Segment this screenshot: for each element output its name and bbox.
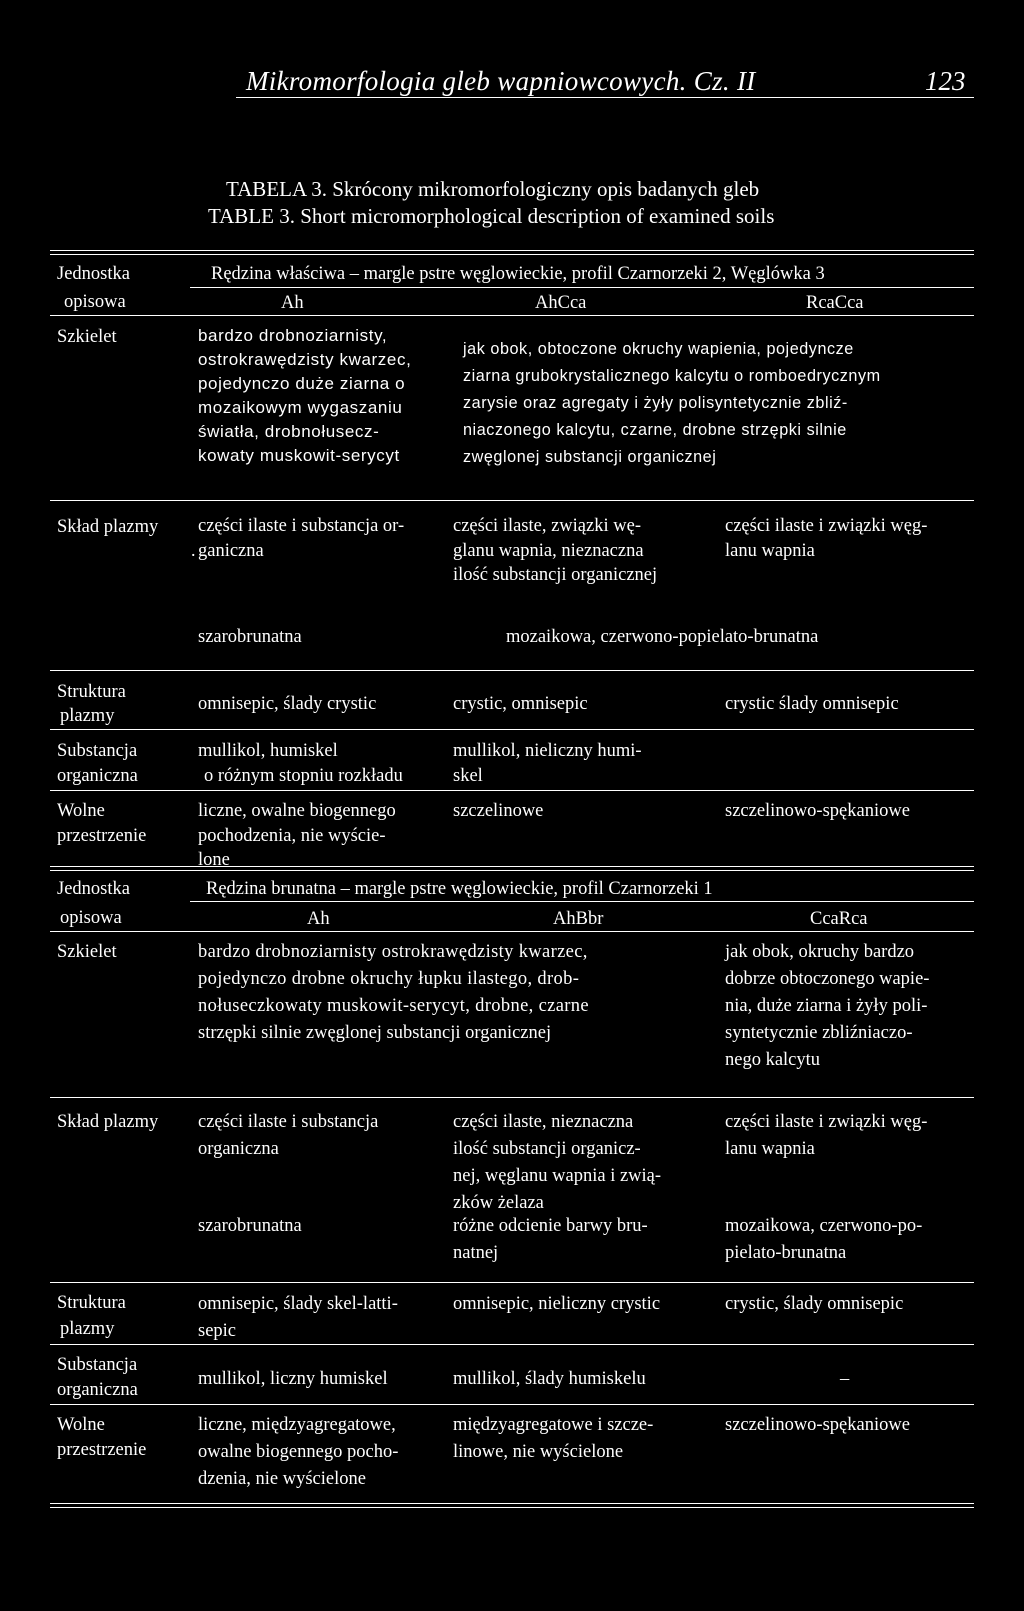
row-label-struktura-2: plazmy xyxy=(60,1319,115,1339)
text-line: natnej xyxy=(453,1243,499,1263)
table-caption-pl: TABELA 3. Skrócony mikromorfologiczny opis badanych gleb xyxy=(226,177,760,201)
row-label-substancja: Substancja xyxy=(57,741,138,761)
horizon-rcacca-1: RcaCca xyxy=(806,293,864,313)
szkielet-ah-cell xyxy=(198,324,411,468)
row-label-substancja: Substancja xyxy=(57,1355,138,1375)
text-line: części ilaste i związki węg- xyxy=(725,1112,928,1132)
text-line: różne odcienie barwy bru- xyxy=(453,1216,648,1236)
row-rule xyxy=(50,1097,974,1098)
text-line: mullikol, humiskel xyxy=(198,741,338,761)
text-line: syntetycznie zbliźniaczo- xyxy=(725,1023,913,1043)
row-rule xyxy=(50,729,974,730)
horizon-rule-1 xyxy=(50,315,974,316)
text-line: pochodzenia, nie wyście- xyxy=(198,825,386,846)
sklad-ahbbr-cell xyxy=(453,1109,661,1217)
text-line: dobrze obtoczonego wapie- xyxy=(725,969,930,989)
substancja-ah-cell xyxy=(198,739,403,788)
struktura-ahcca: crystic, omnisepic xyxy=(453,694,588,714)
text-line: nej, węglanu wapnia i zwią- xyxy=(453,1166,662,1186)
text-line: lanu wapnia xyxy=(725,540,815,561)
unit-label-line2: opisowa xyxy=(60,908,122,928)
szkielet-rest-cell xyxy=(463,336,881,471)
wolne-rcacca: szczelinowo-spękaniowe xyxy=(725,801,910,821)
section-rule-2 xyxy=(50,870,974,871)
text-line: części ilaste i substancja or- xyxy=(198,516,405,536)
sklad-color-ah: szarobrunatna xyxy=(198,1216,302,1236)
text-line: zków żelaza xyxy=(453,1193,544,1213)
row-label-struktura-2: plazmy xyxy=(60,706,115,726)
row-rule xyxy=(50,500,974,501)
soil-title-2: Rędzina brunatna – margle pstre węglowieckie, profil Czarnorzeki 1 xyxy=(206,879,713,899)
row-rule xyxy=(50,1282,974,1283)
text-line: organiczna xyxy=(198,1139,279,1159)
text-line: owalne biogennego pocho- xyxy=(198,1442,399,1462)
substancja-ahbbr: mullikol, ślady humiskelu xyxy=(453,1369,646,1389)
text-line: lanu wapnia xyxy=(725,1139,815,1159)
text-line: glanu wapnia, nieznaczna xyxy=(453,540,644,561)
text-line: nołuseczkowaty muskowit-serycyt, drobne, czarne xyxy=(198,996,589,1016)
wolne-ahbbr-cell xyxy=(453,1412,653,1466)
table-top-rule xyxy=(50,250,974,251)
unit-label-line2: opisowa xyxy=(64,292,126,312)
text-line: pojedynczo duże ziarna o xyxy=(198,374,406,393)
row-label-wolne: Wolne xyxy=(57,801,105,821)
struktura-ahbbr: omnisepic, nieliczny crystic xyxy=(453,1294,661,1314)
text-line: niaczonego kalcytu, czarne, drobne strzępki silnie xyxy=(463,421,847,439)
text-line: sepic xyxy=(198,1321,237,1341)
sklad-ah-cell xyxy=(198,1109,378,1163)
text-line: bardzo drobnoziarnisty, xyxy=(198,326,388,345)
horizon-ccarca-2: CcaRca xyxy=(810,909,868,929)
text-line: linowe, nie wyścielone xyxy=(453,1442,624,1462)
text-line: ilość substancji organicz- xyxy=(453,1139,641,1159)
text-line: ganiczna xyxy=(198,540,264,561)
sklad-color-ccarca xyxy=(725,1213,922,1267)
text-line: bardzo drobnoziarnisty ostrokrawędzisty kwarzec, xyxy=(198,942,588,962)
szkielet-ah-ahbbr-cell xyxy=(198,939,589,1047)
row-rule xyxy=(50,670,974,671)
table-caption-en: TABLE 3. Short micromorphological description of examined soils xyxy=(208,204,775,228)
sklad-color-ah: szarobrunatna xyxy=(198,627,302,647)
text-line: dzenia, nie wyścielone xyxy=(198,1469,366,1489)
text-line: nego kalcytu xyxy=(725,1050,821,1070)
horizon-ah-2: Ah xyxy=(307,909,330,929)
text-line: ilość substancji organicznej xyxy=(453,565,658,585)
text-line: lone xyxy=(198,850,230,870)
soil-title-rule-1 xyxy=(190,287,974,288)
text-line: jak obok, okruchy bardzo xyxy=(725,942,915,962)
table-top-rule-2 xyxy=(50,254,974,255)
sklad-color-ahbbr xyxy=(453,1213,648,1267)
sklad-color-rest: mozaikowa, czerwono-popielato-brunatna xyxy=(506,627,819,647)
row-rule xyxy=(50,1404,974,1405)
section-rule xyxy=(50,866,974,867)
table-bottom-rule-2 xyxy=(50,1507,974,1508)
stray-mark: . xyxy=(191,540,196,560)
text-line: strzępki silnie zwęglonej substancji organicznej xyxy=(198,1023,552,1043)
row-rule xyxy=(50,1344,974,1345)
wolne-ah-cell xyxy=(198,799,396,873)
text-line: ziarna grubokrystalicznego kalcytu o romboedrycznym xyxy=(463,367,881,385)
substancja-ah: mullikol, liczny humiskel xyxy=(198,1369,388,1389)
soil-title-rule-2 xyxy=(190,901,974,902)
row-label-substancja-2: organiczna xyxy=(57,766,138,786)
row-rule xyxy=(50,790,974,791)
unit-label-line1: Jednostka xyxy=(57,879,130,899)
horizon-rule-2 xyxy=(50,931,974,932)
row-label-sklad-plazmy: Skład plazmy xyxy=(57,1112,159,1132)
sklad-ccarca-cell xyxy=(725,1109,927,1163)
row-label-sklad-plazmy: Skład plazmy xyxy=(57,517,159,537)
horizon-ahcca-1: AhCca xyxy=(535,293,587,313)
wolne-ccarca: szczelinowo-spękaniowe xyxy=(725,1415,910,1435)
text-line: pojedynczo drobne okruchy łupku ilastego, drob- xyxy=(198,969,580,989)
text-line: kowaty muskowit-serycyt xyxy=(198,446,400,465)
substancja-ccarca: – xyxy=(840,1369,850,1389)
text-line: części ilaste i substancja xyxy=(198,1112,379,1132)
row-label-wolne: Wolne xyxy=(57,1415,105,1435)
text-line: zwęglonej substancji organicznej xyxy=(463,448,717,466)
table-bottom-rule xyxy=(50,1503,974,1504)
struktura-rcacca: crystic ślady omnisepic xyxy=(725,694,899,714)
horizon-ahbbr-2: AhBbr xyxy=(553,909,604,929)
substancja-ahcca-cell xyxy=(453,739,642,788)
row-label-struktura: Struktura xyxy=(57,682,126,702)
struktura-ah-cell xyxy=(198,1291,398,1345)
text-line: zarysie oraz agregaty i żyły polisyntetycznie zbliź- xyxy=(463,394,848,412)
soil-title-1: Rędzina właściwa – margle pstre węglowieckie, profil Czarnorzeki 2, Węglówka 3 xyxy=(211,264,825,284)
row-label-szkielet: Szkielet xyxy=(57,327,117,347)
text-line: mullikol, nieliczny humi- xyxy=(453,741,642,761)
text-line: pielato-brunatna xyxy=(725,1243,847,1263)
szkielet-ccarca-cell xyxy=(725,939,929,1074)
row-label-struktura: Struktura xyxy=(57,1293,126,1313)
wolne-ah-cell xyxy=(198,1412,398,1493)
text-line: liczne, międzyagregatowe, xyxy=(198,1415,396,1435)
sklad-rcacca-cell xyxy=(725,514,927,563)
text-line: części ilaste, związki wę- xyxy=(453,516,641,536)
sklad-ah-cell xyxy=(198,514,404,563)
row-label-wolne-2: przestrzenie xyxy=(57,826,147,846)
text-line: międzyagregatowe i szcze- xyxy=(453,1415,654,1435)
text-line: mozaikowym wygaszaniu xyxy=(198,398,403,417)
page-number: 123 xyxy=(925,66,966,96)
row-label-substancja-2: organiczna xyxy=(57,1380,138,1400)
text-line: omnisepic, ślady skel-latti- xyxy=(198,1294,398,1314)
text-line: części ilaste, nieznaczna xyxy=(453,1112,634,1132)
struktura-ah: omnisepic, ślady crystic xyxy=(198,694,377,714)
running-header-title: Mikromorfologia gleb wapniowcowych. Cz. II xyxy=(246,66,756,96)
unit-label-line1: Jednostka xyxy=(57,264,130,284)
sklad-ahcca-cell xyxy=(453,514,657,588)
text-line: liczne, owalne biogennego xyxy=(198,801,396,821)
row-label-wolne-2: przestrzenie xyxy=(57,1440,147,1460)
text-line: mozaikowa, czerwono-po- xyxy=(725,1216,923,1236)
text-line: światła, drobnołusecz- xyxy=(198,422,380,441)
text-line: ostrokrawędzisty kwarzec, xyxy=(198,350,412,369)
text-line: części ilaste i związki węg- xyxy=(725,516,928,536)
wolne-ahcca: szczelinowe xyxy=(453,801,544,821)
text-line: nia, duże ziarna i żyły poli- xyxy=(725,996,928,1016)
header-rule xyxy=(236,97,974,98)
text-line: o różnym stopniu rozkładu xyxy=(204,765,403,786)
row-label-szkielet: Szkielet xyxy=(57,942,117,962)
text-line: skel xyxy=(453,765,483,786)
horizon-ah-1: Ah xyxy=(281,293,304,313)
struktura-ccarca: crystic, ślady omnisepic xyxy=(725,1294,904,1314)
text-line: jak obok, obtoczone okruchy wapienia, pojedyncze xyxy=(463,340,854,358)
